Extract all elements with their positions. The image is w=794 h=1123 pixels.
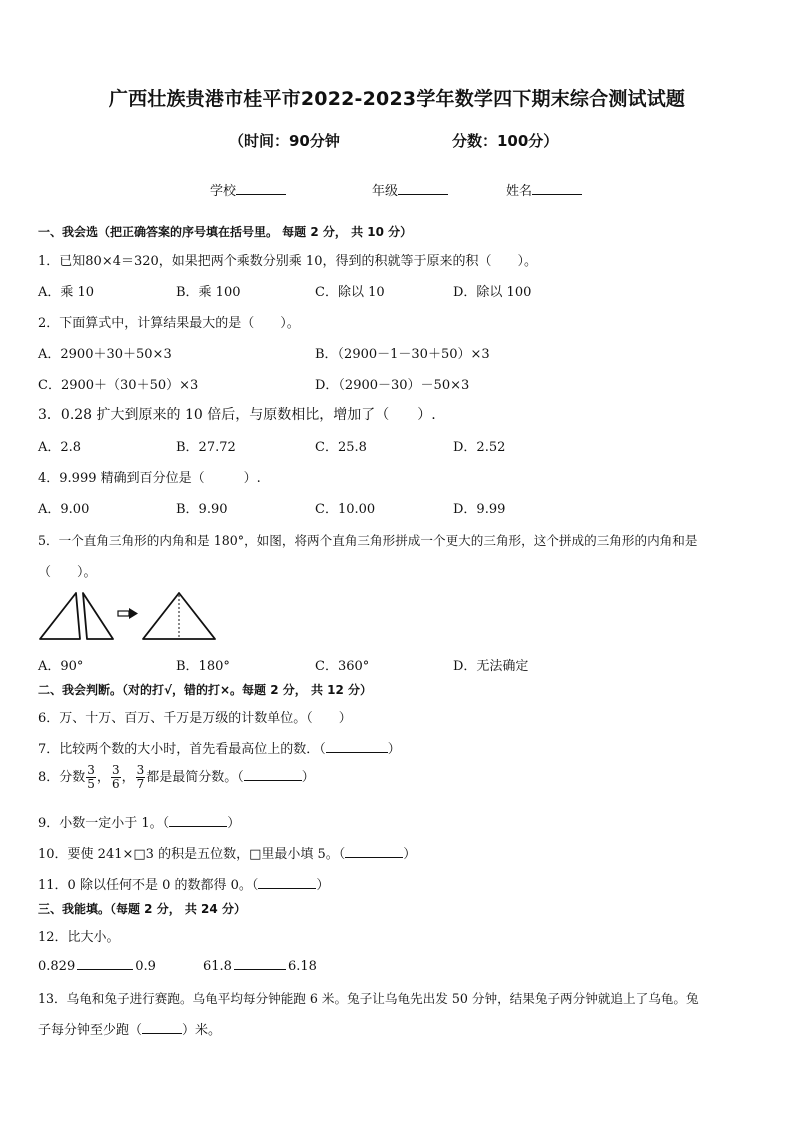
q4-option-a: A．9.00 bbox=[38, 502, 90, 517]
question-11 bbox=[38, 874, 329, 893]
q9-text: 9．小数一定小于 1。（ bbox=[38, 816, 170, 831]
q12-b-answer-blank[interactable] bbox=[234, 957, 286, 970]
q1-option-c: C．除以 10 bbox=[315, 285, 385, 300]
q5-option-b: B．180° bbox=[176, 659, 230, 674]
q2-option-c: C．2900＋（30＋50）×3 bbox=[38, 378, 199, 393]
q13-close: ）米。 bbox=[182, 1023, 222, 1038]
question-5-line-1: 5．一个直角三角形的内角和是 180°，如图，将两个直角三角形拼成一个更大的三角形，这个拼成的三角形的内角和是 bbox=[38, 533, 698, 548]
q1-option-b: B．乘 100 bbox=[176, 285, 241, 300]
question-5-line-2: （ ）。 bbox=[38, 565, 97, 580]
fraction-denominator: 7 bbox=[136, 777, 145, 791]
q8-prefix: 8．分数 bbox=[38, 770, 86, 785]
q12-b-right: 6.18 bbox=[287, 959, 317, 974]
q8-suffix: 都是最简分数。（ bbox=[146, 770, 244, 785]
q12-a-left: 0.829 bbox=[38, 959, 76, 974]
fraction-numerator: 3 bbox=[136, 763, 145, 777]
left-right-triangle bbox=[40, 593, 80, 639]
exam-time: （时间：90分钟 bbox=[229, 132, 340, 150]
section-1-heading: 一、我会选（把正确答案的序号填在括号里。 每题 2 分， 共 10 分） bbox=[38, 225, 413, 239]
q12-b-left: 61.8 bbox=[203, 959, 232, 974]
question-4: 4．9.999 精确到百分位是（ ）. bbox=[38, 471, 261, 486]
fraction-denominator: 6 bbox=[111, 777, 120, 791]
q5-option-d: D．无法确定 bbox=[453, 659, 529, 674]
school-blank[interactable] bbox=[236, 180, 286, 195]
question-6: 6．万、十万、百万、千万是万级的计数单位。（ ） bbox=[38, 711, 352, 726]
q8-separator: ， bbox=[96, 770, 110, 785]
q8-separator: ， bbox=[121, 770, 135, 785]
question-13-line-2 bbox=[38, 1019, 221, 1038]
q8-answer-blank[interactable] bbox=[244, 768, 302, 781]
q3-option-b: B．27.72 bbox=[176, 440, 236, 455]
q4-option-b: B．9.90 bbox=[176, 502, 228, 517]
exam-score: 分数：100分） bbox=[452, 132, 559, 150]
q1-option-a: A．乘 10 bbox=[38, 285, 95, 300]
name-blank[interactable] bbox=[532, 180, 582, 195]
q3-option-c: C．25.8 bbox=[315, 440, 367, 455]
grade-blank[interactable] bbox=[398, 180, 448, 195]
q12-comparison-b bbox=[203, 957, 317, 974]
q11-close: ） bbox=[316, 878, 330, 893]
q2-option-b: B．（2900－1－30＋50）×3 bbox=[315, 347, 490, 362]
section-2-heading: 二、我会判断。（对的打√，错的打×。每题 2 分， 共 12 分） bbox=[38, 683, 372, 697]
q3-option-a: A．2.8 bbox=[38, 440, 82, 455]
fraction-3-6 bbox=[111, 764, 121, 791]
fraction-3-5 bbox=[86, 764, 96, 791]
question-12: 12．比大小。 bbox=[38, 930, 120, 945]
q10-close: ） bbox=[403, 847, 417, 862]
name-field bbox=[506, 180, 582, 199]
question-9 bbox=[38, 812, 240, 831]
q10-answer-blank[interactable] bbox=[345, 845, 403, 858]
school-label: 学校 bbox=[210, 184, 237, 199]
fraction-numerator: 3 bbox=[111, 763, 120, 777]
arrow-icon bbox=[118, 608, 138, 619]
grade-label: 年级 bbox=[372, 184, 399, 199]
triangle-figure bbox=[38, 590, 218, 642]
q4-option-c: C．10.00 bbox=[315, 502, 376, 517]
q5-option-a: A．90° bbox=[38, 659, 84, 674]
q11-answer-blank[interactable] bbox=[258, 876, 316, 889]
fraction-3-7 bbox=[136, 764, 146, 791]
q2-option-a: A．2900＋30＋50×3 bbox=[38, 347, 172, 362]
q3-option-d: D．2.52 bbox=[453, 440, 506, 455]
q11-text: 11．0 除以任何不是 0 的数都得 0。（ bbox=[38, 878, 259, 893]
q9-close: ） bbox=[227, 816, 241, 831]
school-field bbox=[210, 180, 286, 199]
fraction-numerator: 3 bbox=[87, 763, 95, 777]
question-7 bbox=[38, 738, 401, 757]
question-13-line-1: 13．乌龟和兔子进行赛跑。乌龟平均每分钟能跑 6 米。兔子让乌龟先出发 50 分钟，结果兔子两分钟就追上了乌龟。兔 bbox=[38, 991, 699, 1006]
q9-answer-blank[interactable] bbox=[169, 814, 227, 827]
q7-text: 7．比较两个数的大小时，首先看最高位上的数．（ bbox=[38, 742, 326, 757]
grade-field bbox=[372, 180, 448, 199]
q5-option-c: C．360° bbox=[315, 659, 370, 674]
question-8 bbox=[38, 764, 315, 792]
fraction-denominator: 5 bbox=[87, 777, 95, 791]
question-10 bbox=[38, 843, 416, 862]
question-3: 3．0.28 扩大到原来的 10 倍后，与原数相比，增加了（ ）. bbox=[38, 407, 436, 423]
q13-text: 子每分钟至少跑（ bbox=[38, 1023, 143, 1038]
q7-answer-blank[interactable] bbox=[326, 740, 388, 753]
question-2: 2．下面算式中，计算结果最大的是（ ）。 bbox=[38, 316, 300, 331]
q12-a-right: 0.9 bbox=[135, 959, 156, 974]
q12-comparison-a bbox=[38, 957, 156, 974]
q13-answer-blank[interactable] bbox=[142, 1021, 182, 1034]
question-1: 1．已知80×4＝320，如果把两个乘数分别乘 10，得到的积就等于原来的积（ ）。 bbox=[38, 254, 537, 269]
q2-option-d: D．（2900－30）－50×3 bbox=[315, 378, 470, 393]
q8-close: ） bbox=[301, 770, 315, 785]
q7-close: ） bbox=[387, 742, 401, 757]
section-3-heading: 三、我能填。（每题 2 分， 共 24 分） bbox=[38, 902, 246, 916]
name-label: 姓名 bbox=[506, 184, 533, 199]
q12-a-answer-blank[interactable] bbox=[77, 957, 133, 970]
page-title: 广西壮族贵港市桂平市2022-2023学年数学四下期末综合测试试题 bbox=[108, 88, 686, 110]
q1-option-d: D．除以 100 bbox=[453, 285, 532, 300]
q10-text: 10．要使 241×□3 的积是五位数，□里最小填 5。（ bbox=[38, 847, 346, 862]
q4-option-d: D．9.99 bbox=[453, 502, 506, 517]
right-right-triangle bbox=[83, 593, 113, 639]
